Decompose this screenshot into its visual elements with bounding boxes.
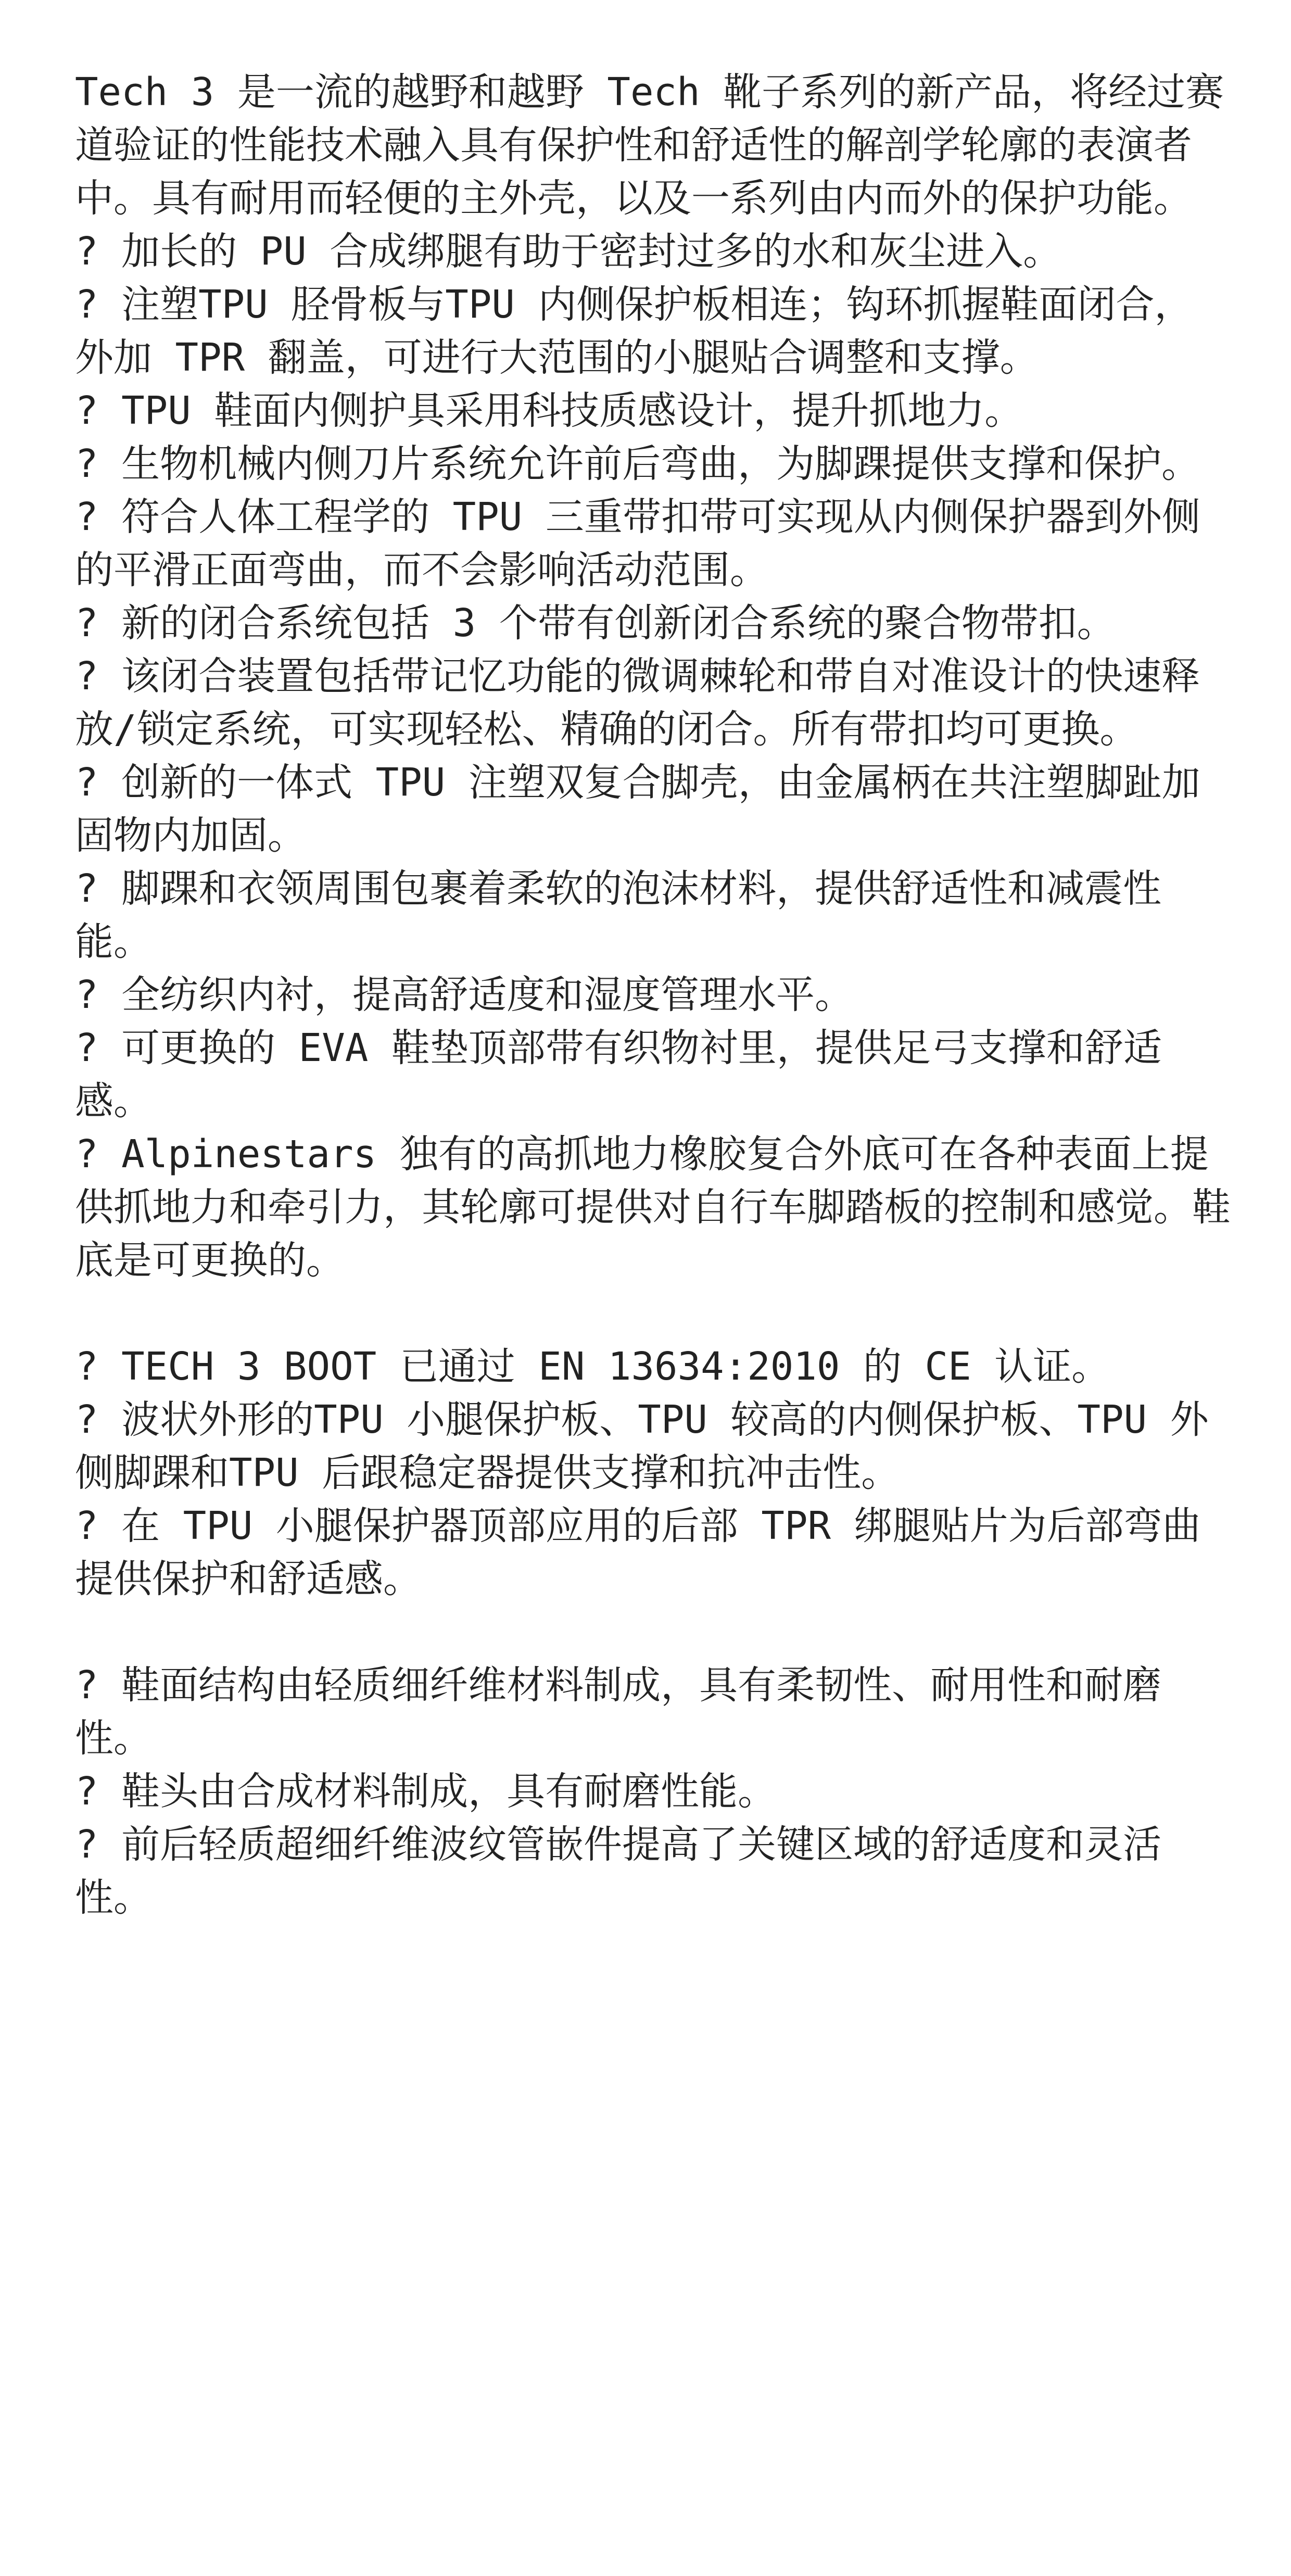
feature-item: ? 可更换的 EVA 鞋垫顶部带有织物衬里，提供足弓支撑和舒适感。 — [75, 1026, 1162, 1123]
feature-item: ? 脚踝和衣领周围包裹着柔软的泡沫材料，提供舒适性和减震性能。 — [75, 866, 1162, 964]
feature-item: ? Alpinestars 独有的高抓地力橡胶复合外底可在各种表面上提供抓地力和牵引力，其轮廓可提供对自行车脚踏板的控制和感觉。鞋底是可更换的。 — [75, 1132, 1231, 1283]
feature-item: ? 符合人体工程学的 TPU 三重带扣带可实现从内侧保护器到外侧的平滑正面弯曲，而不会影响活动范围。 — [75, 495, 1200, 592]
intro-paragraph: Tech 3 是一流的越野和越野 Tech 靴子系列的新产品，将经过赛道验证的性能技术融入具有保护性和舒适性的解剖学轮廓的表演者中。具有耐用而轻便的主外壳，以及一系列由内而外的保护功能。 — [75, 70, 1224, 221]
section-gap — [75, 1287, 1231, 1340]
feature-item: ? 新的闭合系统包括 3 个带有创新闭合系统的聚合物带扣。 — [75, 601, 1116, 646]
product-description — [75, 66, 1231, 1924]
material-item: ? 鞋面结构由轻质细纤维材料制成，具有柔韧性、耐用性和耐磨性。 — [75, 1663, 1162, 1761]
feature-item: ? 全纺织内衬，提高舒适度和湿度管理水平。 — [75, 973, 854, 1017]
material-item: ? 鞋头由合成材料制成，具有耐磨性能。 — [75, 1769, 777, 1814]
feature-item: ? 生物机械内侧刀片系统允许前后弯曲，为脚踝提供支撑和保护。 — [75, 441, 1200, 486]
feature-item: ? TPU 鞋面内侧护具采用科技质感设计，提升抓地力。 — [75, 388, 1023, 433]
feature-item: ? 加长的 PU 合成绑腿有助于密封过多的水和灰尘进入。 — [75, 229, 1062, 274]
feature-item: ? 该闭合装置包括带记忆功能的微调棘轮和带自对准设计的快速释放/锁定系统，可实现轻松、精确的闭合。所有带扣均可更换。 — [75, 654, 1200, 752]
material-item: ? 前后轻质超细纤维波纹管嵌件提高了关键区域的舒适度和灵活性。 — [75, 1822, 1162, 1920]
feature-item: ? 创新的一体式 TPU 注塑双复合脚壳，由金属柄在共注塑脚趾加固物内加固。 — [75, 760, 1200, 858]
protection-item: ? 波状外形的TPU 小腿保护板、TPU 较高的内侧保护板、TPU 外侧脚踝和TPU 后跟稳定器提供支撑和抗冲击性。 — [75, 1397, 1209, 1495]
section-gap — [75, 1606, 1231, 1659]
protection-item: ? 在 TPU 小腿保护器顶部应用的后部 TPR 绑腿贴片为后部弯曲提供保护和舒适感。 — [75, 1504, 1201, 1601]
protection-item: ? TECH 3 BOOT 已通过 EN 13634:2010 的 CE 认证。 — [75, 1344, 1110, 1389]
feature-item: ? 注塑TPU 胫骨板与TPU 内侧保护板相连；钩环抓握鞋面闭合，外加 TPR 翻盖，可进行大范围的小腿贴合调整和支撑。 — [75, 282, 1193, 380]
